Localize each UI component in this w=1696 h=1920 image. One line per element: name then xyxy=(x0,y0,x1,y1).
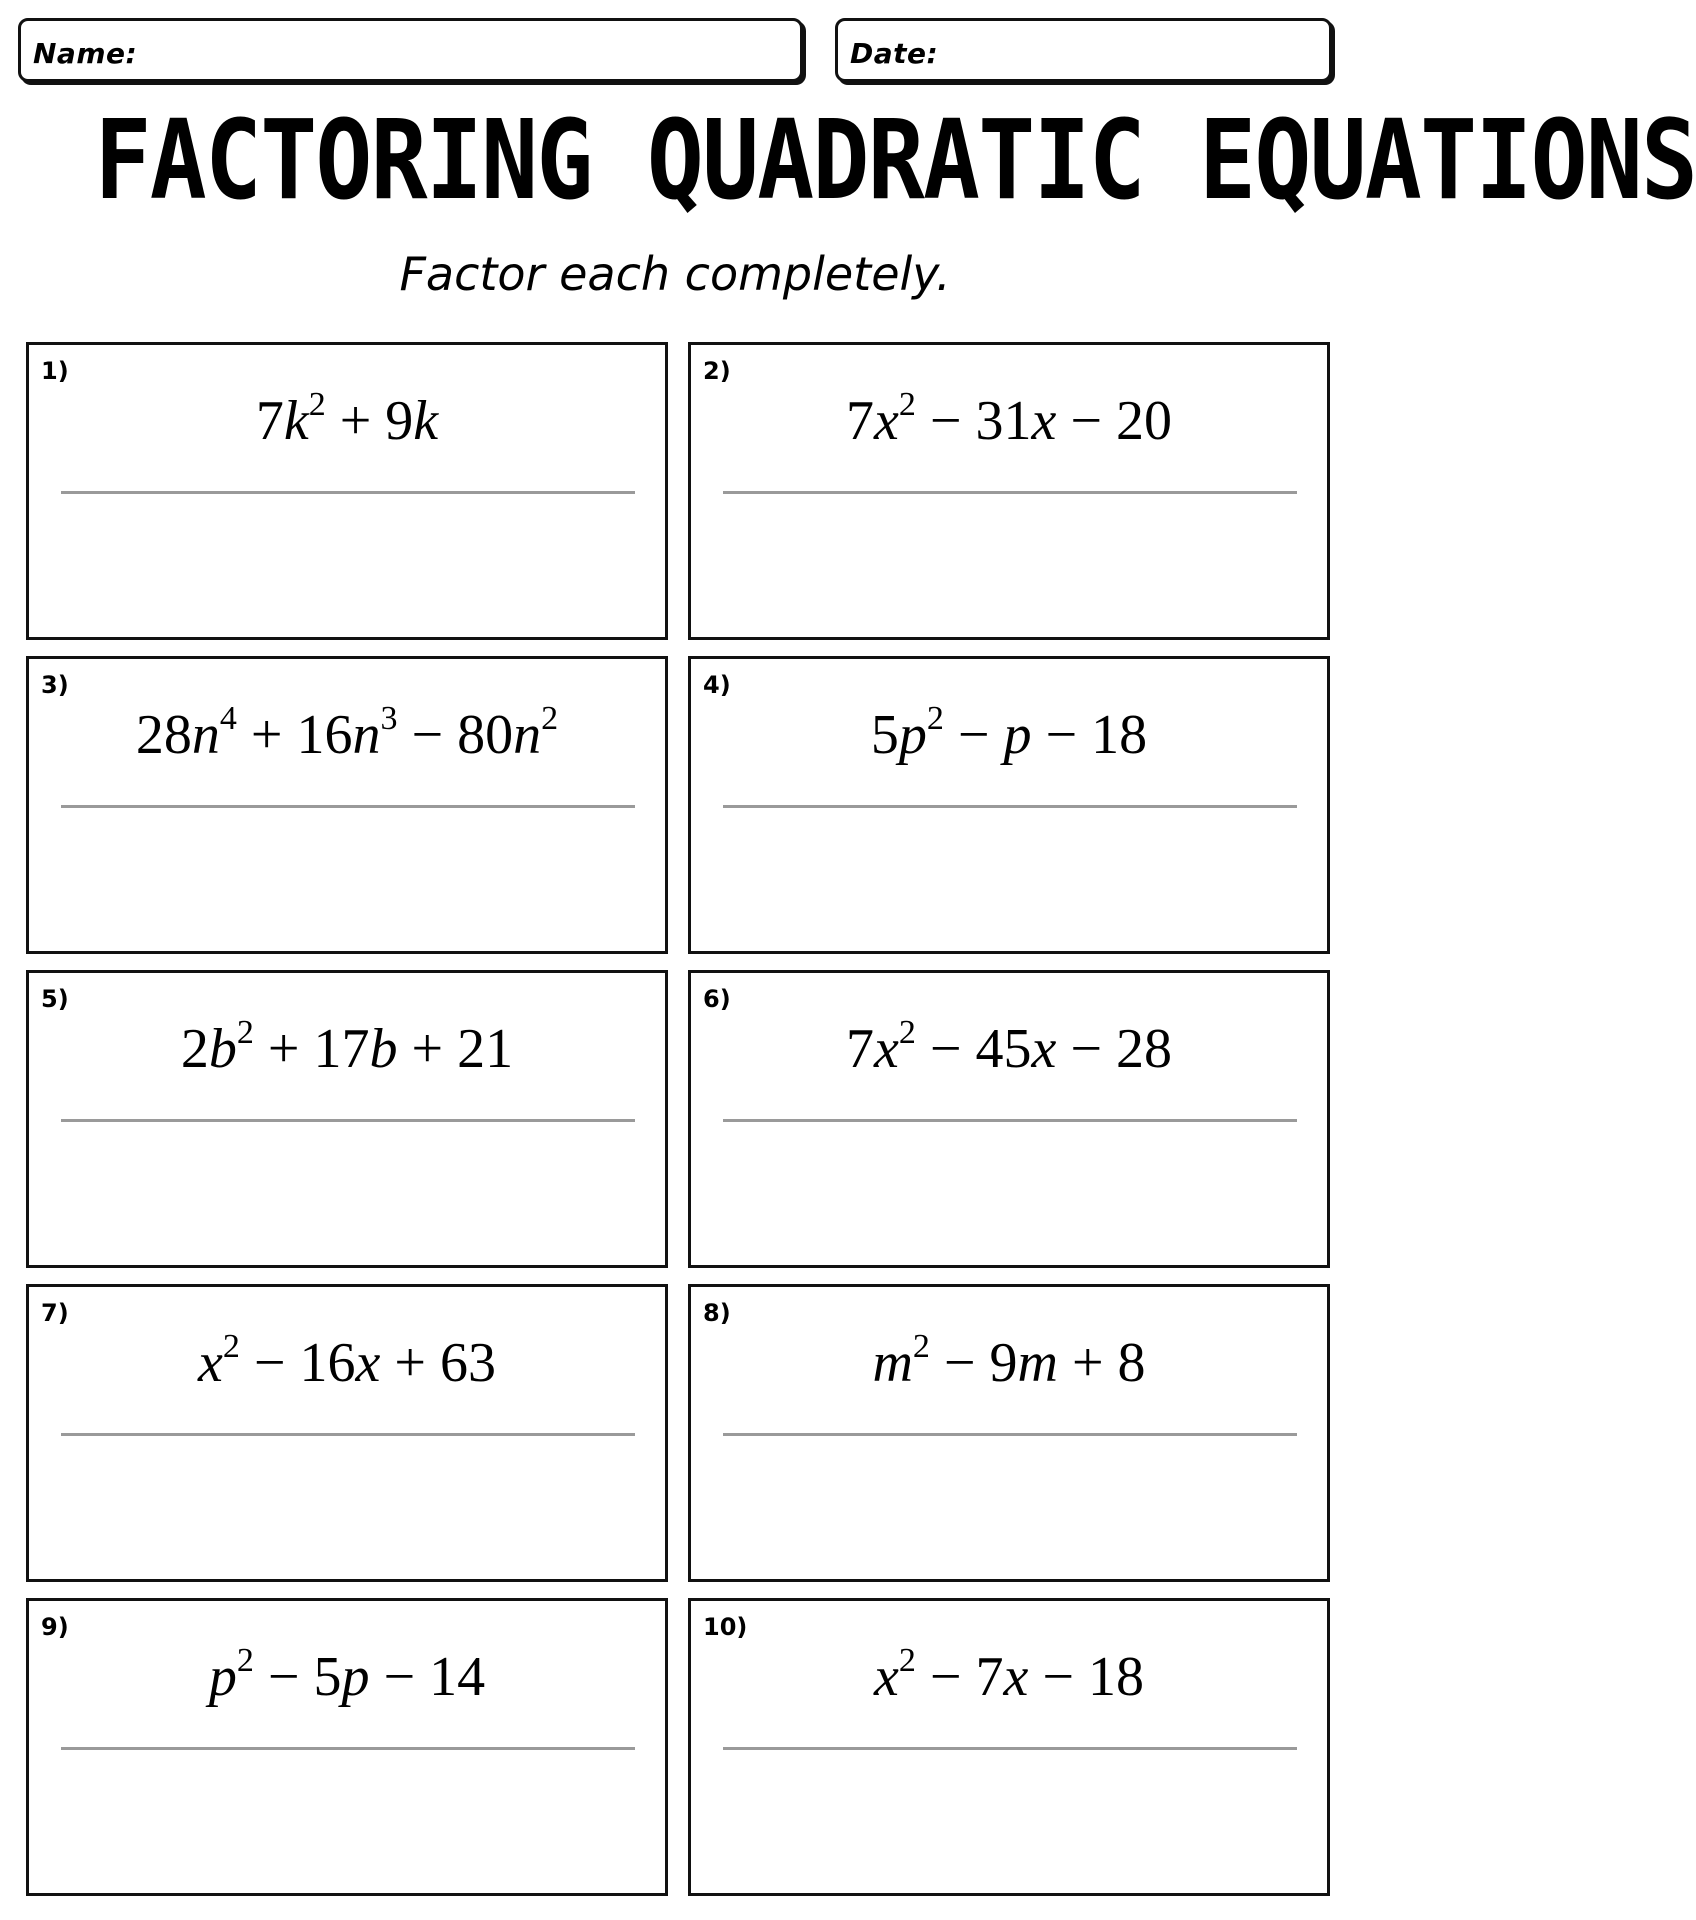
problem-box xyxy=(26,970,668,1268)
variable: k xyxy=(413,390,439,452)
answer-line[interactable] xyxy=(723,1119,1297,1122)
expression-term: − 18 xyxy=(1028,1646,1144,1708)
problem-number: 6) xyxy=(703,985,731,1013)
problem-expression xyxy=(691,700,1327,767)
problem-box xyxy=(688,342,1330,640)
problem-number: 10) xyxy=(703,1613,748,1641)
variable: x xyxy=(874,1646,899,1708)
variable: x xyxy=(1003,1646,1029,1708)
variable: b xyxy=(208,1018,237,1080)
exponent: 2 xyxy=(541,700,559,738)
problem-expression xyxy=(29,1014,665,1081)
date-field[interactable] xyxy=(835,18,1332,82)
problem-grid xyxy=(26,342,1330,1896)
expression-term: − 5 xyxy=(253,1646,342,1708)
variable: x xyxy=(874,390,899,452)
answer-line[interactable] xyxy=(61,1433,635,1436)
problem-box xyxy=(688,970,1330,1268)
expression-term: − 18 xyxy=(1031,704,1148,766)
exponent: 2 xyxy=(222,1328,240,1366)
answer-line[interactable] xyxy=(723,1433,1297,1436)
expression-term: + 16 xyxy=(236,704,353,766)
problem-number: 8) xyxy=(703,1299,731,1327)
variable: p xyxy=(341,1646,370,1708)
problem-expression xyxy=(691,1328,1327,1395)
answer-line[interactable] xyxy=(723,491,1297,494)
variable: m xyxy=(872,1332,913,1394)
problem-box xyxy=(26,1598,668,1896)
name-label: Name: xyxy=(33,37,138,70)
variable: b xyxy=(369,1018,398,1080)
problem-number: 4) xyxy=(703,671,731,699)
expression-term: − 80 xyxy=(397,704,514,766)
problem-number: 3) xyxy=(41,671,69,699)
problem-expression xyxy=(691,386,1327,453)
answer-line[interactable] xyxy=(61,491,635,494)
variable: n xyxy=(352,704,381,766)
expression-term: 7 xyxy=(846,390,875,452)
exponent: 2 xyxy=(912,1328,930,1366)
expression-term: 7 xyxy=(255,390,284,452)
exponent: 2 xyxy=(898,1014,916,1052)
problem-expression xyxy=(29,700,665,767)
exponent: 2 xyxy=(898,386,916,424)
problem-box xyxy=(688,1598,1330,1896)
problem-box xyxy=(26,656,668,954)
variable: p xyxy=(208,1646,237,1708)
variable: p xyxy=(1003,704,1032,766)
expression-term: − 20 xyxy=(1056,390,1172,452)
variable: p xyxy=(898,704,927,766)
variable: n xyxy=(513,704,542,766)
problem-number: 2) xyxy=(703,357,731,385)
variable: n xyxy=(191,704,220,766)
answer-line[interactable] xyxy=(723,1747,1297,1750)
expression-term: − 45 xyxy=(915,1018,1032,1080)
variable: x xyxy=(355,1332,381,1394)
variable: x xyxy=(198,1332,223,1394)
name-field[interactable] xyxy=(18,18,803,82)
expression-term: − 7 xyxy=(915,1646,1004,1708)
expression-term: + 21 xyxy=(397,1018,514,1080)
problem-expression xyxy=(29,1328,665,1395)
problem-number: 9) xyxy=(41,1613,69,1641)
problem-expression xyxy=(691,1642,1327,1709)
problem-number: 1) xyxy=(41,357,69,385)
date-label: Date: xyxy=(850,37,939,70)
expression-term: − 9 xyxy=(929,1332,1018,1394)
expression-term: − 28 xyxy=(1056,1018,1172,1080)
exponent: 2 xyxy=(236,1014,254,1052)
expression-term: − 16 xyxy=(239,1332,356,1394)
problem-box xyxy=(688,656,1330,954)
exponent: 2 xyxy=(308,386,326,424)
expression-term: + 63 xyxy=(380,1332,496,1394)
variable: x xyxy=(1031,390,1057,452)
answer-line[interactable] xyxy=(61,1747,635,1750)
problem-expression xyxy=(691,1014,1327,1081)
expression-term: − 14 xyxy=(369,1646,486,1708)
expression-term: 7 xyxy=(846,1018,875,1080)
exponent: 4 xyxy=(219,700,237,738)
variable: x xyxy=(874,1018,899,1080)
answer-line[interactable] xyxy=(61,805,635,808)
problem-expression xyxy=(29,386,665,453)
variable: m xyxy=(1017,1332,1058,1394)
expression-term: 2 xyxy=(180,1018,209,1080)
expression-term: + 8 xyxy=(1057,1332,1146,1394)
expression-term: + 9 xyxy=(325,390,414,452)
answer-line[interactable] xyxy=(61,1119,635,1122)
exponent: 2 xyxy=(236,1642,254,1680)
variable: x xyxy=(1031,1018,1057,1080)
problem-expression xyxy=(29,1642,665,1709)
answer-line[interactable] xyxy=(723,805,1297,808)
expression-term: 5 xyxy=(870,704,899,766)
variable: k xyxy=(283,390,309,452)
exponent: 3 xyxy=(380,700,398,738)
worksheet-title: FACTORING QUADRATIC EQUATIONS xyxy=(94,96,1696,224)
problem-box xyxy=(26,342,668,640)
problem-number: 7) xyxy=(41,1299,69,1327)
problem-box xyxy=(26,1284,668,1582)
instructions: Factor each completely. xyxy=(399,247,951,301)
exponent: 2 xyxy=(898,1642,916,1680)
expression-term: 28 xyxy=(135,704,192,766)
expression-term: + 17 xyxy=(253,1018,370,1080)
expression-term: − xyxy=(943,704,1004,766)
problem-box xyxy=(688,1284,1330,1582)
exponent: 2 xyxy=(926,700,944,738)
expression-term: − 31 xyxy=(915,390,1032,452)
problem-number: 5) xyxy=(41,985,69,1013)
